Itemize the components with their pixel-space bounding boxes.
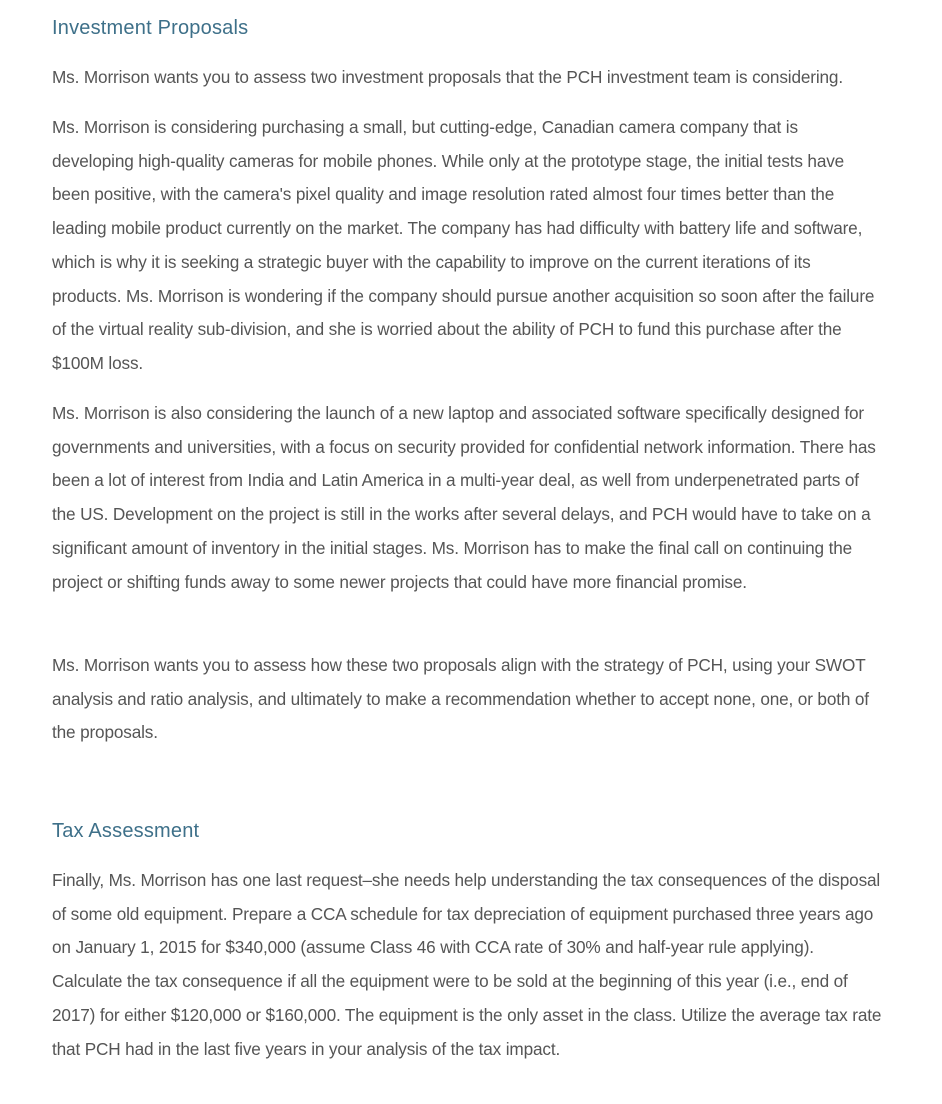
paragraph-intro: Ms. Morrison wants you to assess two investment proposals that the PCH investment team is considering. [52, 67, 843, 87]
paragraph-tax-request: Finally, Ms. Morrison has one last request–she needs help understanding the tax consequences of the disposal of some old equipment. Prepare a CCA schedule for tax depreciation of equipment purchased three years ago on January 1, 2015 for $340,000 (assume Class 46 with CCA rate of 30% and half-year rule applying). Calculate the tax consequence if all the equipment were to be sold at the beginning of this year (i.e., end of 2017) for either $120,000 or $160,000. The equipment is the only asset in the class. Utilize the average tax rate that PCH had in the last five years in your analysis of the tax impact. [52, 870, 882, 1059]
paragraph-laptop-launch: Ms. Morrison is also considering the launch of a new laptop and associated software specifically designed for governments and universities, with a focus on security provided for confidential network information. There has been a lot of interest from India and Latin America in a multi-year deal, as well from underpenetrated parts of the US. Development on the project is still in the works after several delays, and PCH would have to take on a significant amount of inventory in the initial stages. Ms. Morrison has to make the final call on continuing the project or shifting funds away to some newer projects that could have more financial promise. [52, 403, 876, 592]
section-heading-investment-proposals: Investment Proposals [52, 17, 249, 39]
section-heading-tax-assessment: Tax Assessment [52, 820, 200, 842]
paragraph-recommendation: Ms. Morrison wants you to assess how these two proposals align with the strategy of PCH, using your SWOT analysis and ratio analysis, and ultimately to make a recommendation whether to accept none, one, or both of the proposals. [52, 655, 869, 743]
paragraph-camera-company: Ms. Morrison is considering purchasing a small, but cutting-edge, Canadian camera company that is developing high-quality cameras for mobile phones. While only at the prototype stage, the initial tests have been positive, with the camera's pixel quality and image resolution rated almost four times better than the leading mobile product currently on the market. The company has had difficulty with battery life and software, which is why it is seeking a strategic buyer with the capability to improve on the current iterations of its products. Ms. Morrison is wondering if the company should pursue another acquisition so soon after the failure of the virtual reality sub-division, and she is worried about the ability of PCH to fund this purchase after the $100M loss. [52, 117, 875, 373]
